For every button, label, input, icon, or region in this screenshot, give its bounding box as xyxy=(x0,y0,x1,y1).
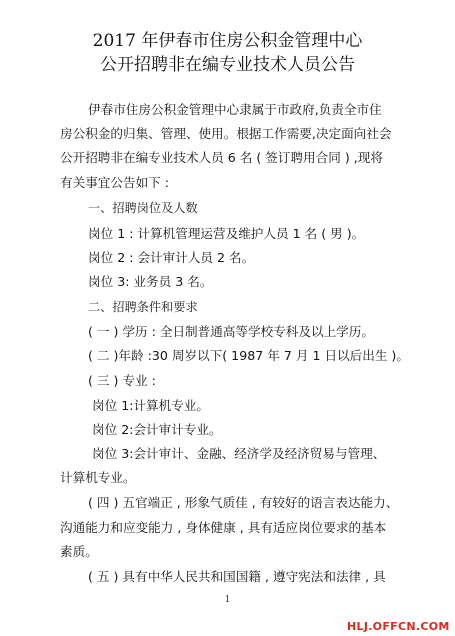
paragraph-line: 沟通能力和应变能力 , 身体健康 , 具有适应岗位要求的基本 xyxy=(60,520,387,535)
paragraph-line: ( 五 ) 具有中华人民共和国国籍 , 遵守宪法和法律 , 具 xyxy=(88,569,386,584)
paragraph-line: ( 四 ) 五官端正 , 形象气质佳 , 有较好的语言表达能力、 xyxy=(88,495,399,510)
paragraph-line: 伊春市住房公积金管理中心隶属于市政府,负责全市住 xyxy=(88,102,382,117)
paragraph-line: ( 三 ) 专业 : xyxy=(88,373,156,388)
paragraph-line: 岗位 2 : 会计审计人员 2 名。 xyxy=(88,250,255,265)
paragraph-line: 岗位 3: 业务员 3 名。 xyxy=(88,274,213,289)
section-heading: 一、招聘岗位及人数 xyxy=(88,201,198,215)
paragraph-line: 岗位 3:会计审计、金融、经济学及经济贸易与管理、 xyxy=(92,446,386,461)
paragraph-line: 岗位 1:计算机专业。 xyxy=(92,398,210,413)
paragraph-line: 公开招聘非在编专业技术人员 6 名 ( 签订聘用合同 ) ,现将 xyxy=(60,150,383,165)
page-number: 1 xyxy=(224,595,231,605)
paragraph-line: 岗位 1 : 计算机管理运营及维护人员 1 名 ( 男 )。 xyxy=(88,226,365,241)
paragraph-line: 计算机专业。 xyxy=(60,470,136,485)
document-title-line-2: 公开招聘非在编专业技术人员公告 xyxy=(100,55,355,75)
paragraph-line: 素质。 xyxy=(60,544,98,559)
paragraph-line: 有关事宜公告如下 : xyxy=(60,175,169,190)
document-title-line-1: 2017 年伊春市住房公积金管理中心 xyxy=(92,31,363,51)
paragraph-line: ( 二 )年龄 :30 周岁以下( 1987 年 7 月 1 日以后出生 )。 xyxy=(88,348,409,363)
section-heading: 二、招聘条件和要求 xyxy=(88,300,198,314)
site-watermark: HLJ.OFFCN.COM xyxy=(347,620,450,633)
paragraph-line: 岗位 2:会计审计专业。 xyxy=(92,422,222,437)
paragraph-line: ( 一 ) 学历 : 全日制普通高等学校专科及以上学历。 xyxy=(88,324,374,339)
paragraph-line: 房公积金的归集、管理、使用。根据工作需要,决定面向社会 xyxy=(60,126,392,141)
